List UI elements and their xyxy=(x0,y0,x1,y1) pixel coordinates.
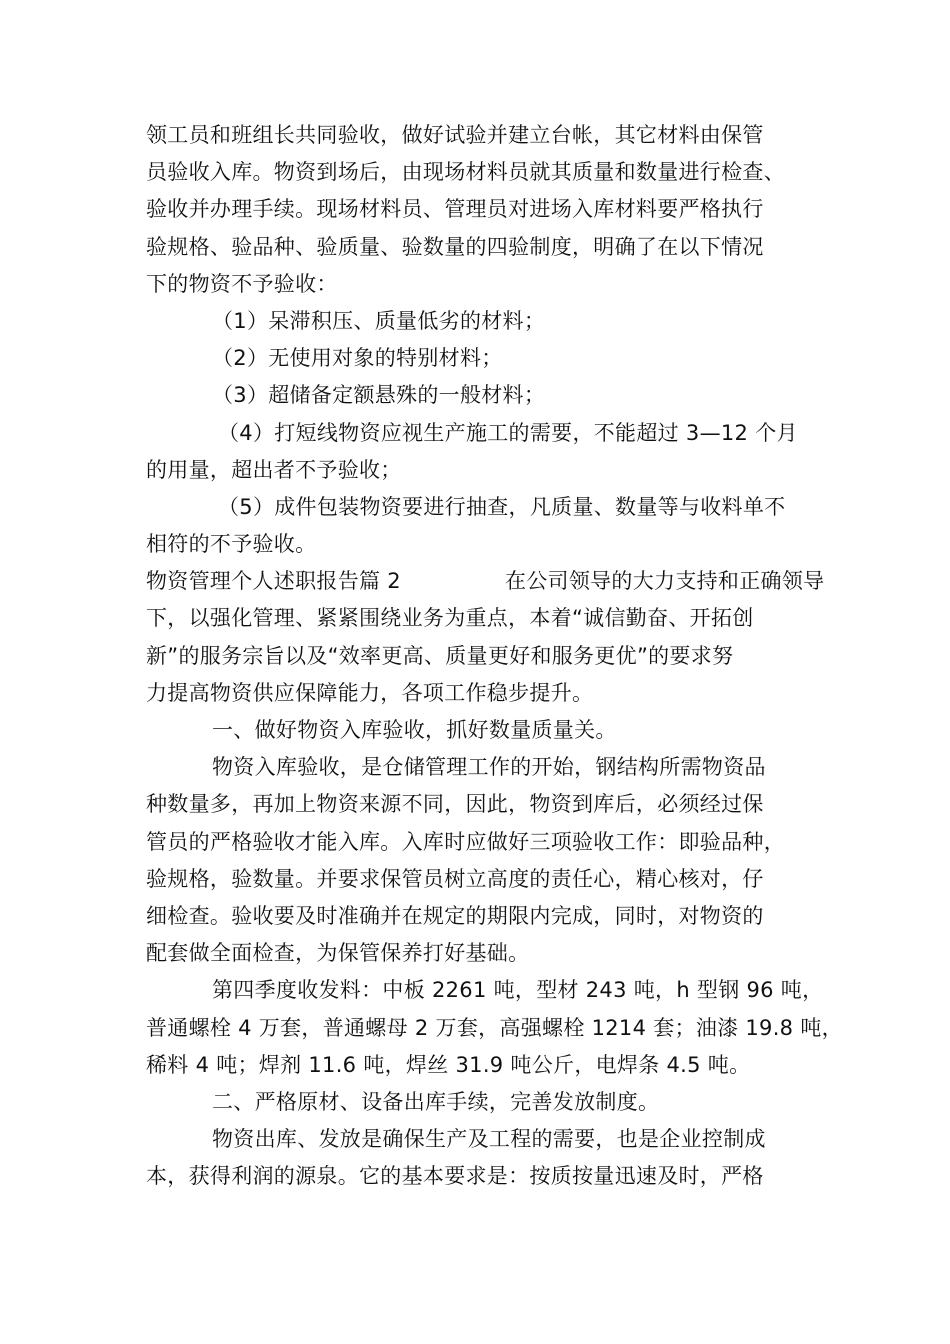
paragraph-line: 验规格、验品种、验质量、验数量的四验制度，明确了在以下情况 xyxy=(146,234,764,259)
list-item-1: （1）呆滞积压、质量低劣的材料； xyxy=(212,308,546,333)
paragraph-line: 验规格，验数量。并要求保管员树立高度的责任心，精心核对，仔 xyxy=(146,866,764,891)
section-title: 物资管理个人述职报告篇 2 xyxy=(146,569,401,594)
paragraph-line: 下，以强化管理、紧紧围绕业务为重点，本着“诚信勤奋、开拓创 xyxy=(146,606,754,631)
paragraph-line: 本，获得利润的源泉。它的基本要求是：按质按量迅速及时，严格 xyxy=(146,1164,764,1189)
paragraph-line: 种数量多，再加上物资来源不同，因此，物资到库后，必须经过保 xyxy=(146,792,764,817)
section-title-line xyxy=(146,563,825,600)
paragraph-line: 第四季度收发料：中板 2261 吨，型材 243 吨，h 型钢 96 吨， xyxy=(212,978,824,1003)
heading-1: 一、做好物资入库验收，抓好数量质量关。 xyxy=(212,718,617,742)
paragraph-text: 在公司领导的大力支持和正确领导 xyxy=(504,569,825,594)
paragraph-line: 稀料 4 吨；焊剂 11.6 吨，焊丝 31.9 吨公斤，电焊条 4.5 吨。 xyxy=(146,1052,751,1077)
paragraph-line: 力提高物资供应保障能力，各项工作稳步提升。 xyxy=(146,680,594,705)
paragraph-line: 相符的不予验收。 xyxy=(146,532,317,557)
list-item-4: （4）打短线物资应视生产施工的需要，不能超过 3—12 个月 xyxy=(218,420,798,445)
paragraph-line: 新”的服务宗旨以及“效率更高、质量更好和服务更优”的要求努 xyxy=(146,643,734,668)
paragraph-line: 物资入库验收，是仓储管理工作的开始，钢结构所需物资品 xyxy=(212,755,766,780)
list-item-2: （2）无使用对象的特别材料； xyxy=(212,346,503,371)
heading-2: 二、严格原材、设备出库手续，完善发放制度。 xyxy=(212,1089,660,1114)
paragraph-line: 管员的严格验收才能入库。入库时应做好三项验收工作：即验品种， xyxy=(146,829,785,854)
paragraph-line: 领工员和班组长共同验收，做好试验并建立台帐，其它材料由保管 xyxy=(146,123,764,147)
paragraph-line: 配套做全面检查，为保管保养打好基础。 xyxy=(146,941,530,966)
list-item-5: （5）成件包装物资要进行抽查，凡质量、数量等与收料单不 xyxy=(218,494,786,519)
paragraph-line: 细检查。验收要及时准确并在规定的期限内完成，同时，对物资的 xyxy=(146,903,764,928)
paragraph-line: 员验收入库。物资到场后，由现场材料员就其质量和数量进行检查、 xyxy=(146,160,785,185)
document-body xyxy=(146,117,843,1195)
paragraph-line: 物资出库、发放是确保生产及工程的需要，也是企业控制成 xyxy=(212,1127,766,1152)
paragraph-line: 普通螺栓 4 万套，普通螺母 2 万套，高强螺栓 1214 套；油漆 19.8 吨， xyxy=(146,1015,843,1040)
paragraph-line: 下的物资不予验收： xyxy=(146,271,338,296)
paragraph-line: 验收并办理手续。现场材料员、管理员对进场入库材料要严格执行 xyxy=(146,197,764,222)
list-item-3: （3）超储备定额悬殊的一般材料； xyxy=(212,383,546,408)
paragraph-line: 的用量，超出者不予验收； xyxy=(146,457,402,482)
